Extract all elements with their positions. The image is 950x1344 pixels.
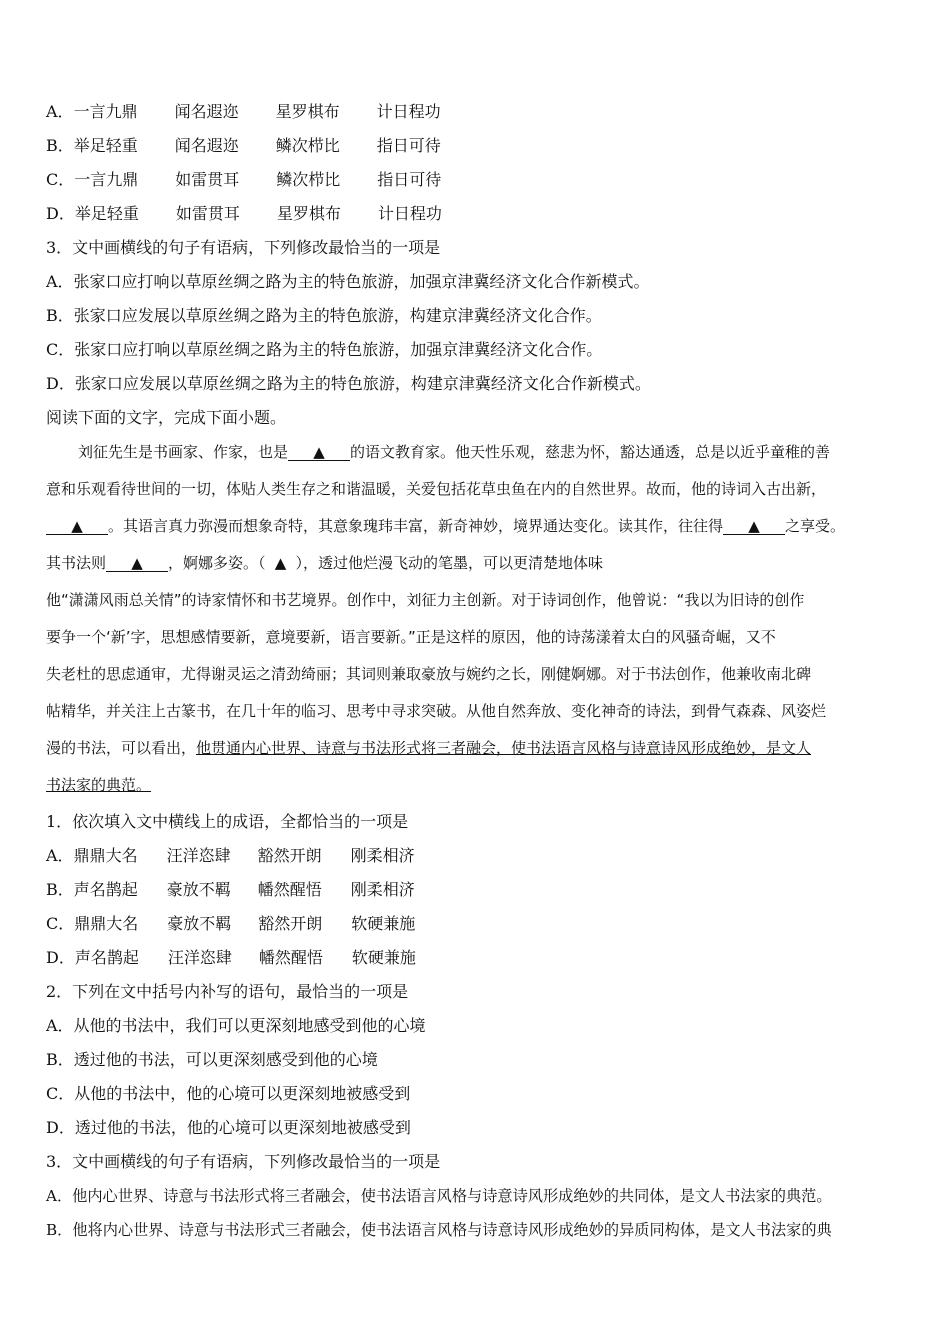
passage-line-5: 他“潇潇风雨总关情”的诗家情怀和书艺境界。创作中，刘征力主创新。对于诗词创作，他曾说：“我以为旧诗的创作	[46, 591, 805, 609]
passage-line-6: 要争一个‘新’字，思想感情要新，意境要新，语言要新。”正是这样的原因，他的诗荡漾着太白的风骚奇崛，又不	[46, 628, 776, 646]
prev-option-d: D．举足轻重 如雷贯耳 星罗棋布 计日程功	[46, 204, 442, 223]
q2-option-c: C．从他的书法中，他的心境可以更深刻地被感受到	[46, 1084, 411, 1103]
q2-option-b: B．透过他的书法，可以更深刻感受到他的心境	[46, 1050, 378, 1069]
blank-2: ▲	[46, 518, 108, 535]
passage-line-4: 其书法则 ▲ ，婀娜多姿。（ ▲ ），透过他烂漫飞动的笔墨，可以更清楚地体味	[46, 554, 604, 572]
prev-q3-option-b: B．张家口应发展以草原丝绸之路为主的特色旅游，构建京津冀经济文化合作。	[46, 306, 602, 325]
prev-option-c: C．一言九鼎 如雷贯耳 鳞次栉比 指日可待	[46, 170, 442, 189]
blank-3: ▲	[723, 518, 785, 535]
q1-option-d: D．声名鹊起 汪洋恣肆 幡然醒悟 软硬兼施	[46, 948, 416, 967]
prev-option-a: A．一言九鼎 闻名遐迩 星罗棋布 计日程功	[46, 102, 441, 121]
passage-line-2: 意和乐观看待世间的一切，体贴人类生存之和谐温暖，关爱包括花草虫鱼在内的自然世界。故而，他的诗词入古出新，	[46, 480, 827, 498]
q2-option-d: D．透过他的书法，他的心境可以更深刻地被感受到	[46, 1118, 411, 1137]
q2-stem: 2．下列在文中括号内补写的语句，最恰当的一项是	[46, 982, 409, 1001]
q3-stem: 3．文中画横线的句子有语病，下列修改最恰当的一项是	[46, 1152, 441, 1171]
prev-option-b: B．举足轻重 闻名遐迩 鳞次栉比 指日可待	[46, 136, 441, 155]
passage-line-7: 失老杜的思虑通审，尤得谢灵运之清劲绮丽；其词则兼取豪放与婉约之长，刚健婀娜。对于书法创作，他兼收南北碑	[46, 665, 812, 683]
blank-4: ▲	[106, 555, 168, 572]
q1-option-a: A．鼎鼎大名 汪洋恣肆 豁然开朗 刚柔相济	[46, 846, 415, 865]
prev-q3-stem: 3．文中画横线的句子有语病，下列修改最恰当的一项是	[46, 238, 441, 257]
blank-1: ▲	[288, 444, 350, 461]
q3-option-b: B．他将内心世界、诗意与书法形式三者融会，使书法语言风格与诗意诗风形成绝妙的异质同构体，是文人书法家的典	[46, 1221, 832, 1239]
q2-option-a: A．从他的书法中，我们可以更深刻地感受到他的心境	[46, 1016, 426, 1035]
passage-line-3: ▲ 。其语言真力弥漫而想象奇特，其意象瑰玮丰富，新奇神妙，境界通达变化。读其作，往往得 ▲ 之享受。	[46, 516, 904, 536]
passage-line-10	[46, 775, 904, 795]
prev-q3-option-c: C．张家口应打响以草原丝绸之路为主的特色旅游，加强京津冀经济文化合作。	[46, 340, 603, 359]
passage-line-8: 帖精华，并关注上古篆书，在几十年的临习、思考中寻求突破。从他自然奔放、变化神奇的诗法，到骨气森森、风姿烂	[46, 702, 827, 720]
underlined-sentence-end: 书法家的典范。	[46, 776, 152, 794]
q1-option-c: C．鼎鼎大名 豪放不羁 豁然开朗 软硬兼施	[46, 914, 416, 933]
q3-option-a: A．他内心世界、诗意与书法形式将三者融会，使书法语言风格与诗意诗风形成绝妙的共同体，是文人书法家的典范。	[46, 1187, 832, 1205]
prev-q3-option-a: A．张家口应打响以草原丝绸之路为主的特色旅游，加强京津冀经济文化合作新模式。	[46, 272, 650, 291]
passage-line-1: 刘征先生是书画家、作家，也是 ▲ 的语文教育家。他天性乐观，慈悲为怀，豁达通透，总是以近乎童稚的善	[78, 443, 831, 461]
bracket-blank: ▲	[274, 554, 287, 572]
underlined-sentence: 他贯通内心世界、诗意与书法形式将三者融会，使书法语言风格与诗意诗风形成绝妙，是文人	[196, 739, 812, 757]
q1-option-b: B．声名鹊起 豪放不羁 幡然醒悟 刚柔相济	[46, 880, 415, 899]
passage-line-9: 漫的书法，可以看出，他贯通内心世界、诗意与书法形式将三者融会，使书法语言风格与诗意诗风形成绝妙，是文人	[46, 739, 812, 757]
q1-stem: 1．依次填入文中横线上的成语，全都恰当的一项是	[46, 812, 409, 831]
prev-q3-option-d: D．张家口应发展以草原丝绸之路为主的特色旅游，构建京津冀经济文化合作新模式。	[46, 374, 651, 393]
reading-instruction: 阅读下面的文字，完成下面小题。	[46, 408, 287, 427]
